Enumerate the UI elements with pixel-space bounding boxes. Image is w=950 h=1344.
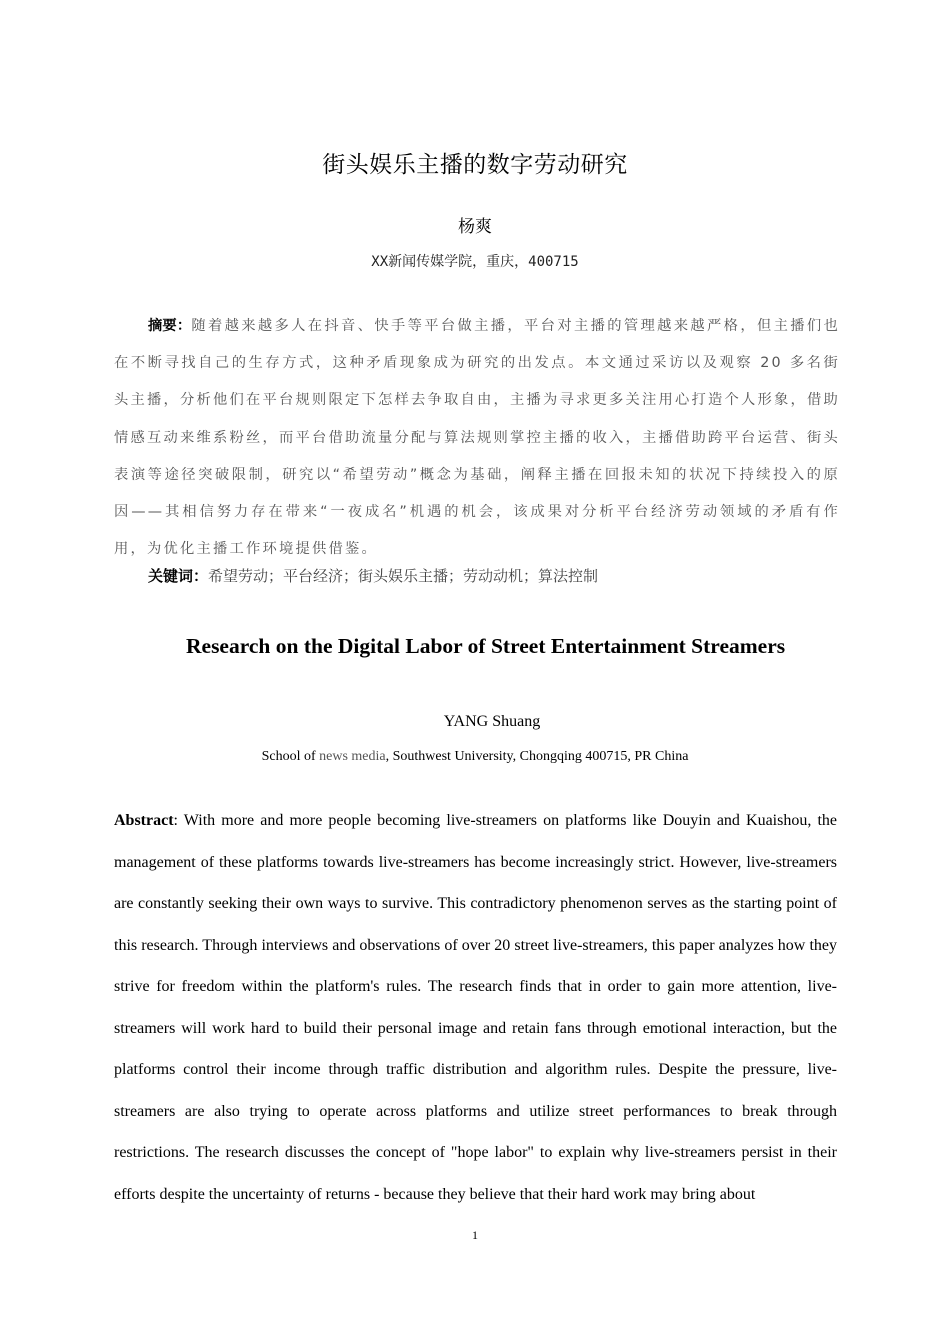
chinese-abstract-label: 摘要： — [148, 318, 192, 334]
english-abstract-text: : With more and more people becoming live-streamers on platforms like Douyin and Kuaishou, the management of these platforms towards live-streamers has become increasingly strict. However, live-streamers are constantly seeking their own ways to survive. This contradictory phenomenon serves as the starting point of this research. Through interviews and observations of over 20 street live-streamers, this paper analyzes how they strive for freedom within the platform's rules. The research finds that in order to gain more attention, live-streamers will work hard to build their personal image and retain fans through emotional interaction, but the platforms control their income through traffic distribution and algorithm rules. Despite the pressure, live-streamers are also trying to operate across platforms and utilize street performances to break through restrictions. The research discusses the concept of "hope labor" to explain why live-streamers persist in their efforts despite the uncertainty of returns - because they believe that their hard work may bring about — [114, 812, 837, 1203]
english-author: YANG Shuang — [443, 713, 541, 730]
english-affiliation — [0, 749, 950, 765]
english-affiliation-highlight: news media — [319, 749, 386, 764]
chinese-author: 杨爽 — [458, 217, 492, 237]
chinese-abstract-text: 随着越来越多人在抖音、快手等平台做主播，平台对主播的管理越来越严格，但主播们也在不断寻找自己的生存方式，这种矛盾现象成为研究的出发点。本文通过采访以及观察 20 多名街头主播，分析他们在平台规则限定下怎样去争取自由，主播为寻求更多关注用心打造个人形象，借助情感互动来维系粉丝，而平台借助流量分配与算法规则掌控主播的收入，主播借助跨平台运营、街头表演等途径突破限制，研究以“希望劳动”概念为基础，阐释主播在回报未知的状况下持续投入的原因——其相信努力存在带来“一夜成名”机遇的机会，该成果对分析平台经济劳动领域的矛盾有作用，为优化主播工作环境提供借鉴。 — [114, 318, 841, 558]
chinese-abstract — [114, 308, 840, 568]
chinese-title: 街头娱乐主播的数字劳动研究 — [322, 152, 628, 178]
english-affiliation-pre: School of — [261, 749, 320, 764]
chinese-keywords-label: 关键词： — [148, 567, 209, 585]
english-title: Research on the Digital Labor of Street Entertainment Streamers — [186, 634, 786, 658]
english-abstract — [114, 800, 837, 1215]
chinese-keywords-text: 希望劳动；平台经济；街头娱乐主播；劳动动机；算法控制 — [208, 567, 599, 585]
english-affiliation-post: , Southwest University, Chongqing 400715, PR China — [385, 749, 689, 764]
chinese-affiliation: XX新闻传媒学院，重庆，400715 — [371, 254, 579, 270]
chinese-keywords — [148, 565, 848, 586]
page-number: 1 — [472, 1228, 478, 1242]
english-abstract-label: Abstract — [114, 812, 174, 829]
